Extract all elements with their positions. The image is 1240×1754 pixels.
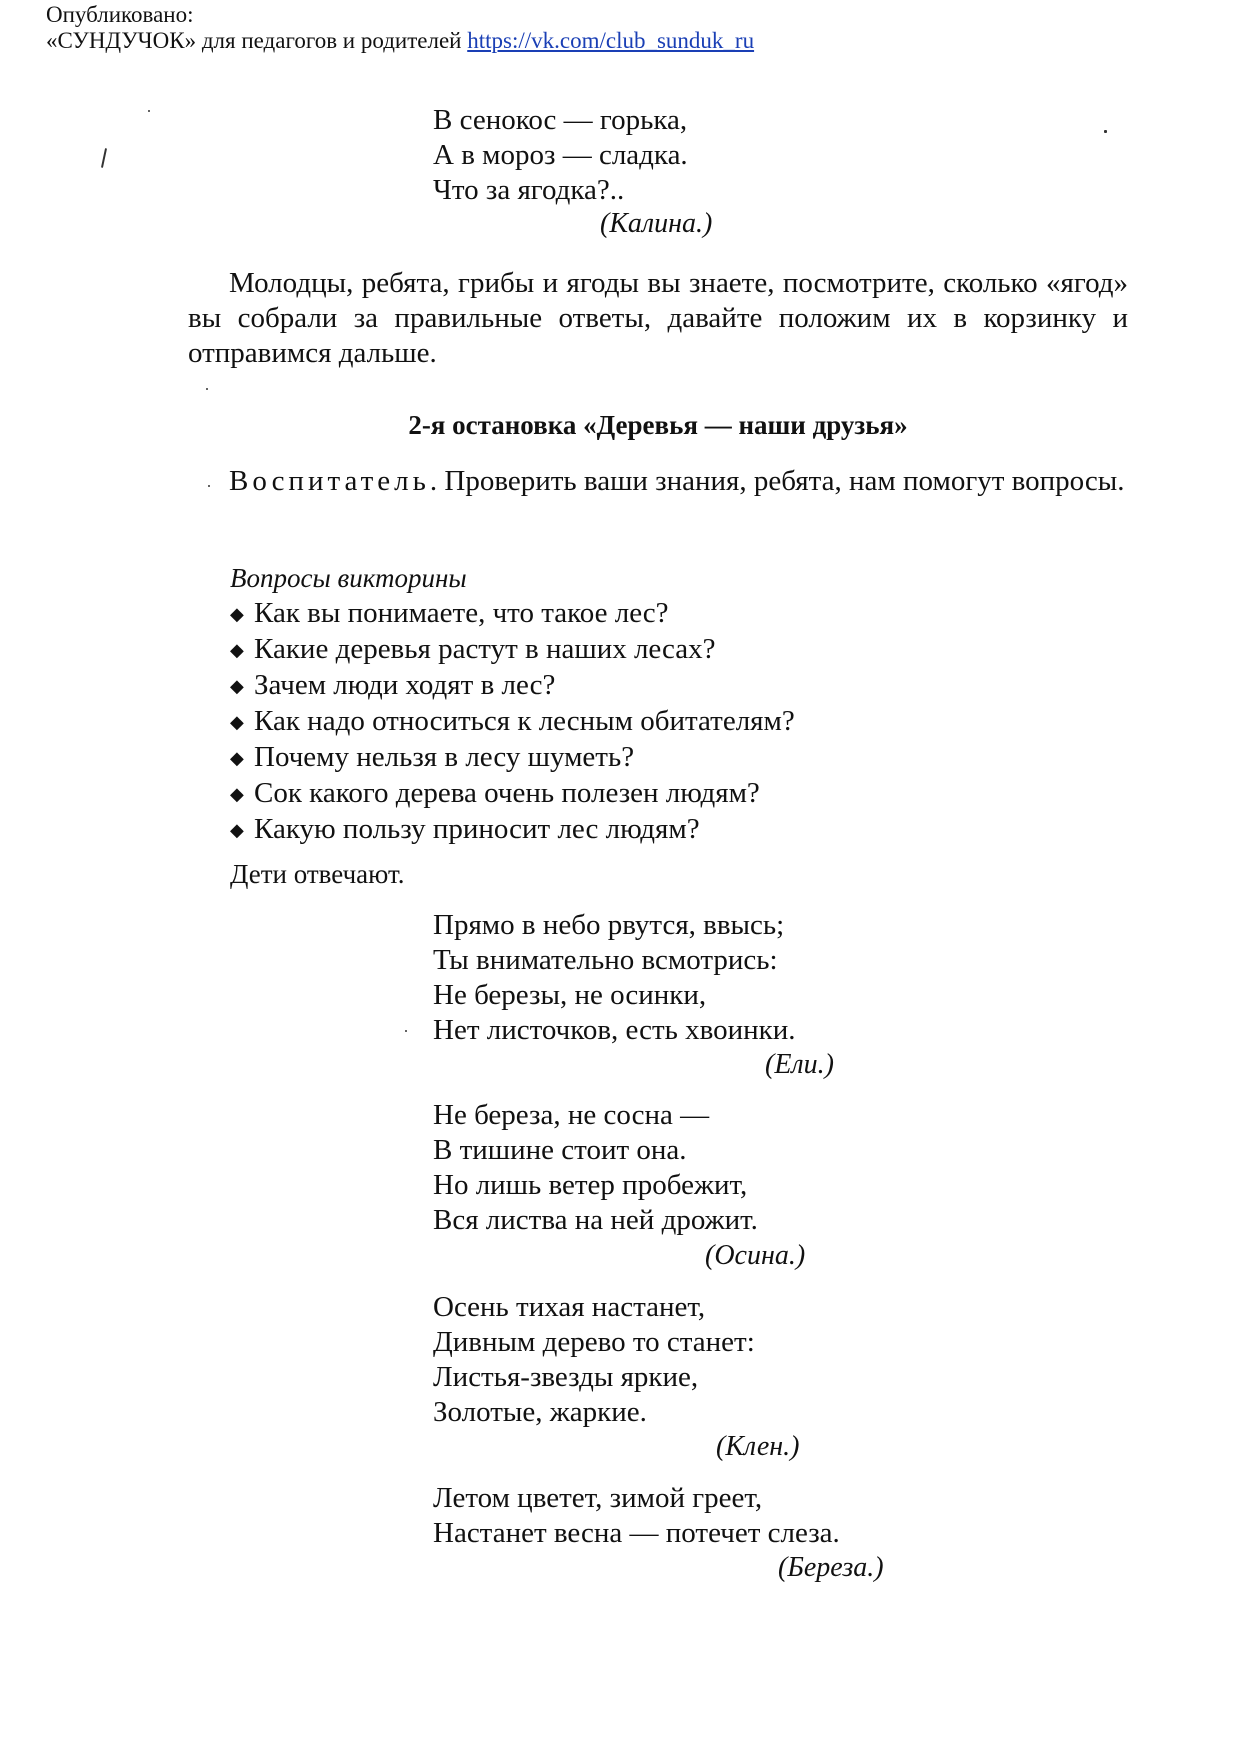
riddle-answer-klen: (Клен.) (716, 1431, 800, 1462)
quiz-question-list (230, 596, 795, 848)
poem-line: Нет листочков, есть хвоинки. (433, 1014, 796, 1046)
poem-line: Не береза, не сосна — (433, 1099, 710, 1131)
source-line (46, 28, 754, 54)
bullet-icon: ◆ (230, 820, 244, 840)
source-text: «СУНДУЧОК» для педагогов и родителей (46, 28, 462, 53)
bullet-icon: ◆ (230, 604, 244, 624)
poem-line: Не березы, не осинки, (433, 979, 707, 1011)
riddle-klen (433, 1290, 755, 1430)
poem-line: Летом цветет, зимой греет, (433, 1482, 763, 1514)
teacher-text: . Проверить ваши знания, ребята, нам помогут вопросы. (429, 465, 1125, 497)
riddle-kalina (433, 103, 688, 208)
bullet-icon: ◆ (230, 712, 244, 732)
kids-answer: Дети отвечают. (230, 859, 405, 889)
poem-line: Вся листва на ней дрожит. (433, 1204, 758, 1236)
riddle-osina (433, 1098, 758, 1238)
poem-line: Что за ягодка?.. (433, 174, 625, 206)
poem-line: Прямо в небо рвутся, ввысь; (433, 909, 785, 941)
publication-header (46, 2, 754, 54)
bullet-icon: ◆ (230, 748, 244, 768)
quiz-question: Как вы понимаете, что такое лес? (254, 597, 669, 629)
riddle-answer-eli: (Ели.) (765, 1049, 834, 1080)
teacher-speech (188, 464, 1128, 499)
quiz-question: Сок какого дерева очень полезен людям? (254, 777, 760, 809)
quiz-title: Вопросы викторины (230, 563, 467, 593)
list-item (230, 776, 795, 812)
poem-line: Настанет весна — потечет слеза. (433, 1517, 840, 1549)
riddle-answer-kalina: (Калина.) (600, 208, 713, 239)
poem-line: В сенокос — горька, (433, 104, 688, 136)
poem-line: Золотые, жаркие. (433, 1396, 647, 1428)
quiz-question: Какую пользу приносит лес людям? (254, 813, 700, 845)
poem-line: Листья-звезды яркие, (433, 1361, 699, 1393)
list-item (230, 740, 795, 776)
section-title: 2-я остановка «Деревья — наши друзья» (408, 410, 908, 440)
scan-speck (206, 388, 208, 390)
riddle-eli (433, 908, 796, 1048)
riddle-answer-bereza: (Береза.) (778, 1552, 884, 1583)
source-link[interactable]: https://vk.com/club_sunduk_ru (467, 28, 755, 53)
speaker-name: Воспитатель (229, 465, 430, 497)
poem-line: Осень тихая настанет, (433, 1291, 706, 1323)
scan-speck (148, 110, 150, 112)
riddle-answer-osina: (Осина.) (705, 1240, 806, 1271)
list-item (230, 596, 795, 632)
riddle-bereza (433, 1481, 840, 1551)
bullet-icon: ◆ (230, 784, 244, 804)
paragraph-berries: Молодцы, ребята, грибы и ягоды вы знаете, посмотрите, сколько «ягод» вы собрали за правильные ответы, давайте положим их в корзинку и отправимся дальше. (188, 267, 1128, 369)
list-item (230, 704, 795, 740)
poem-line: Дивным дерево то станет: (433, 1326, 755, 1358)
poem-line: Ты внимательно всмотрись: (433, 944, 778, 976)
quiz-question: Какие деревья растут в наших лесах? (254, 633, 716, 665)
scan-speck (1104, 130, 1107, 133)
quiz-question: Почему нельзя в лесу шуметь? (254, 741, 635, 773)
published-label: Опубликовано: (46, 2, 194, 27)
poem-line: Но лишь ветер пробежит, (433, 1169, 748, 1201)
list-item (230, 632, 795, 668)
list-item (230, 668, 795, 704)
scan-speck (101, 148, 107, 168)
poem-line: А в мороз — сладка. (433, 139, 688, 171)
quiz-question: Как надо относиться к лесным обитателям? (254, 705, 795, 737)
poem-line: В тишине стоит она. (433, 1134, 687, 1166)
bullet-icon: ◆ (230, 676, 244, 696)
list-item (230, 812, 795, 848)
scan-speck (405, 1030, 407, 1032)
quiz-question: Зачем люди ходят в лес? (254, 669, 556, 701)
bullet-icon: ◆ (230, 640, 244, 660)
